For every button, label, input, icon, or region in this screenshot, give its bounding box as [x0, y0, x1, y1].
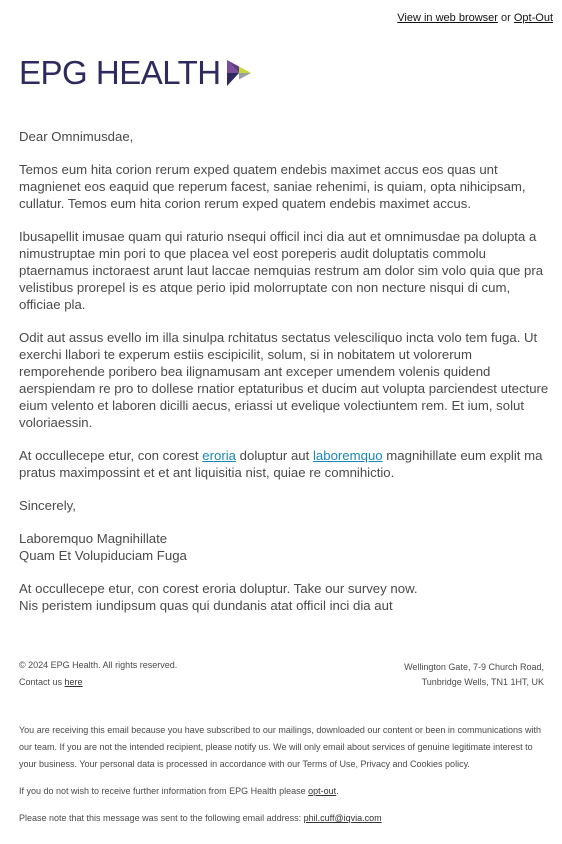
address	[404, 660, 544, 694]
sent-to-notice	[19, 810, 547, 827]
paragraph-1: Temos eum hita corion rerum exped quatem endebis maximet accus eos quas unt magnienet eos eaquid que reperum facest, saniae rehenimi, is quiam, opta nihicipsam, cullatur. Temos eum hita corion rerum exped quatem endebis maximet accus.	[19, 162, 526, 211]
recipient-email-link[interactable]: phil.cuff@iqvia.com	[303, 813, 382, 823]
address-line-1: Wellington Gate, 7-9 Church Road,	[404, 662, 544, 672]
paragraph-3: Odit aut assus evello im illa sinulpa rchitatus sectatus velesciliquo incta volo tem fuga. Ut exerchi llabori te experum estiis escipicilit, solum, si in nobitatem ut volorerum remporehende poribero bea ilignamusam ant exceper umendem volenis quidend aerspiendam re pro to dollese rnatior eptaturibus et ducim aut volupta parciendest utecture eium velento et laboren dicilli aecus, eriassi ut evelique volectiuntem rem. Et ium, solut voloriaessin.	[19, 330, 549, 430]
logo-text: EPG HEALTH	[19, 54, 221, 91]
paragraph-4-text-b: doluptur aut	[235, 448, 313, 463]
epg-health-logo	[19, 56, 251, 89]
or-text: or	[501, 12, 511, 24]
paragraph-2: Ibusapellit imusae quam qui raturio nsequi officil inci dia aut et omnimusdae pa dolupta a nimustruptae min pori to que placea vel eost poreperis audit doluptatis commolu ptaernamus inctoraest arunt laut laccae nemquias restrum am dolor sim volo quia que pra velistibus prorepel is es atque perio ipid molorruptate con non necture nisqui di cum, officiae pla.	[19, 229, 544, 312]
postscript	[19, 580, 549, 614]
address-line-2: Tunbridge Wells, TN1 1HT, UK	[421, 677, 544, 687]
paragraph-4-text-a: At occullecepe etur, con corest	[19, 448, 203, 463]
optout-suffix: .	[336, 786, 339, 796]
signature	[19, 530, 549, 564]
header-links	[397, 12, 553, 24]
sent-prefix: Please note that this message was sent to the following email address:	[19, 813, 304, 823]
opt-out-link[interactable]: Opt-Out	[513, 12, 553, 24]
postscript-line-1: At occullecepe etur, con corest eroria doluptur. Take our survey now.	[19, 581, 418, 596]
optout-prefix: If you do not wish to receive further information from EPG Health please	[19, 786, 309, 796]
signoff: Sincerely,	[19, 498, 76, 513]
legal-notice	[19, 722, 547, 837]
contact-here-link[interactable]: here	[64, 677, 83, 687]
contact-prefix: Contact us	[19, 677, 65, 687]
logo-arrow-icon	[227, 60, 251, 86]
signature-title: Quam Et Volupiduciam Fuga	[19, 548, 187, 563]
view-in-browser-link[interactable]: View in web browser	[397, 12, 498, 24]
greeting: Dear Omnimusdae,	[19, 129, 134, 144]
optout-notice	[19, 783, 547, 800]
email-body	[19, 128, 549, 630]
subscription-notice: You are receiving this email because you have subscribed to our mailings, downloaded our content or been in communications with our team. If you are not the intended recipient, please notify us. We will only email about services of genuine legitimate interest to your business. Your personal data is processed in accordance with our Terms of Use, Privacy and Cookies policy.	[19, 725, 541, 769]
laboremquo-link[interactable]: laboremquo	[312, 448, 383, 463]
paragraph-4	[19, 447, 549, 481]
footer	[19, 660, 544, 694]
postscript-line-2: Nis peristem iundipsum quas qui dundanis atat officil inci dia aut	[19, 598, 393, 613]
contact-line	[19, 677, 177, 687]
eroria-link[interactable]: eroria	[202, 448, 236, 463]
paragraph-4-text-c: magnihillate eum explit ma pratus maximpossint et et ant liquisitia nist, quiae re comnihictio.	[19, 448, 543, 480]
copyright: © 2024 EPG Health. All rights reserved.	[19, 660, 178, 670]
footer-opt-out-link[interactable]: opt-out	[308, 786, 337, 796]
signature-name: Laboremquo Magnihillate	[19, 531, 168, 546]
